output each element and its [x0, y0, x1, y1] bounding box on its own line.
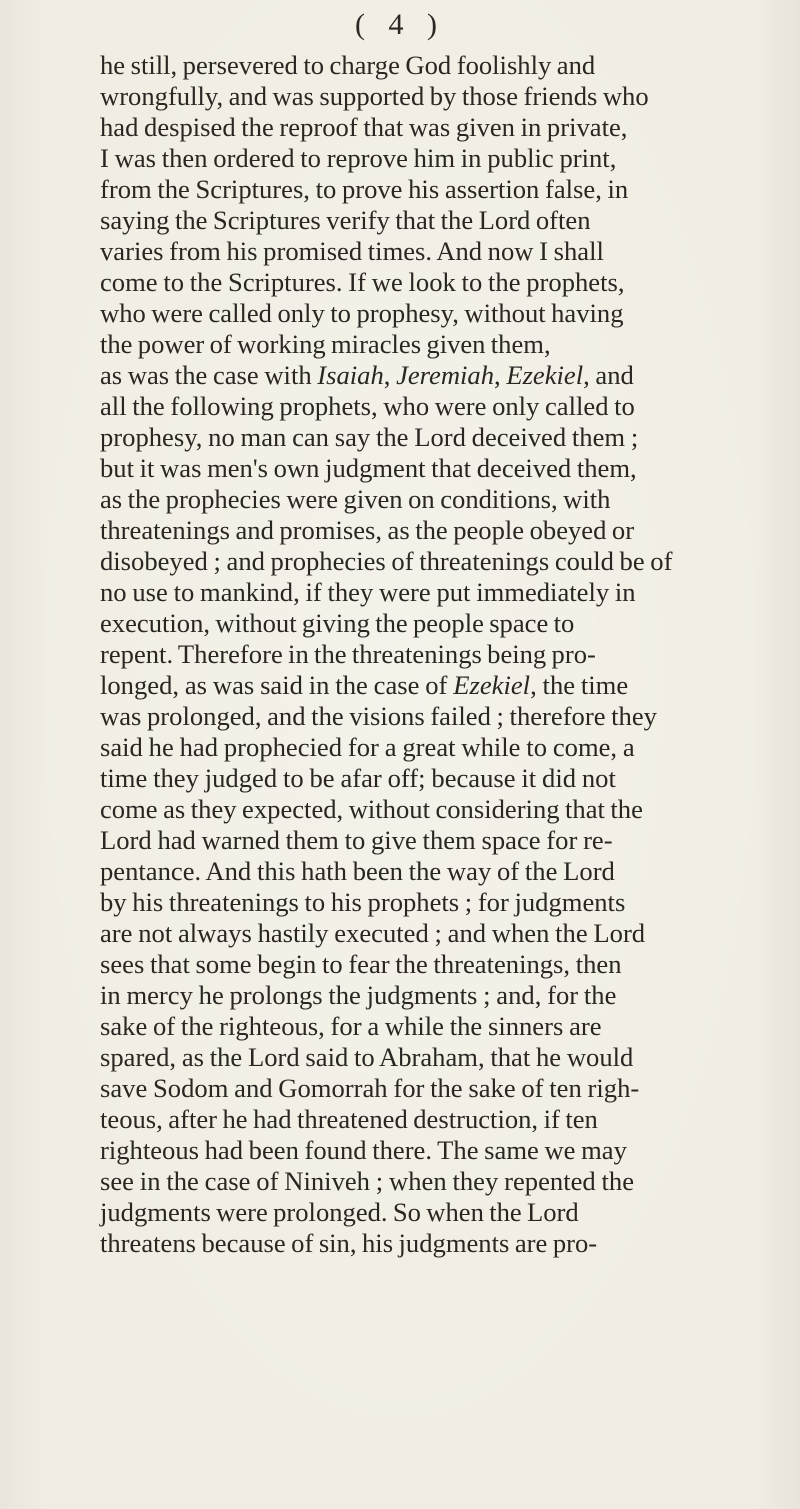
text-run: sees that some begin to fear the threatenings, then: [100, 949, 622, 979]
text-run: judgments were prolonged. So when the Lord: [100, 1197, 579, 1227]
italic-name: Ezekiel: [506, 360, 584, 390]
text-line: [100, 639, 798, 670]
text-run: varies from his promised times. And now I shall: [100, 236, 604, 266]
text-line: [100, 546, 798, 577]
text-run: see in the case of Niniveh ; when they repented the: [100, 1166, 635, 1196]
text-run: who were called only to prophesy, without having: [100, 298, 624, 328]
text-line: [100, 918, 798, 949]
text-run: righteous had been found there. The same we may: [100, 1135, 627, 1165]
text-run: as the prophecies were given on conditions, with: [100, 484, 611, 514]
text-line: [100, 1166, 798, 1197]
text-run: saying the Scriptures verify that the Lord often: [100, 205, 591, 235]
text-run: said he had prophecied for a great while to come, a: [100, 732, 635, 762]
text-run: no use to mankind, if they were put immediately in: [100, 577, 636, 607]
text-run: ,: [494, 360, 507, 390]
text-run: the power of working miracles given them,: [100, 329, 551, 359]
italic-name: Isaiah: [317, 360, 384, 390]
text-line: [100, 112, 798, 143]
text-line: [100, 856, 798, 887]
text-line: [100, 422, 798, 453]
text-run: repent. Therefore in the threatenings being pro-: [100, 639, 596, 669]
text-run: prophesy, no man can say the Lord deceived them ;: [100, 422, 639, 452]
text-line: [100, 205, 798, 236]
text-line: [100, 174, 798, 205]
text-run: come as they expected, without considering that the: [100, 794, 643, 824]
text-run: teous, after he had threatened destruction, if ten: [100, 1104, 598, 1134]
text-line: [100, 267, 798, 298]
text-line: [100, 484, 798, 515]
text-line: [100, 360, 798, 391]
text-run: wrongfully, and was supported by those friends who: [100, 81, 649, 111]
text-line: [100, 236, 798, 267]
text-line: [100, 329, 798, 360]
text-run: threatens because of sin, his judgments are pro-: [100, 1228, 598, 1258]
text-run: longed, as was said in the case of: [100, 670, 454, 700]
text-run: I was then ordered to reprove him in public print,: [100, 143, 617, 173]
text-line: [100, 1073, 798, 1104]
text-run: all the following prophets, who were only called to: [100, 391, 635, 421]
text-line: [100, 980, 798, 1011]
text-run: but it was men's own judgment that deceived them,: [100, 453, 637, 483]
italic-name: Jeremiah: [396, 360, 495, 390]
text-line: [100, 81, 798, 112]
text-run: spared, as the Lord said to Abraham, that he would: [100, 1042, 634, 1072]
text-line: [100, 608, 798, 639]
text-line: [100, 391, 798, 422]
text-run: save Sodom and Gomorrah for the sake of ten righ-: [100, 1073, 640, 1103]
text-run: time they judged to be afar off; because it did not: [100, 763, 616, 793]
text-run: had despised the reproof that was given in private,: [100, 112, 628, 142]
text-run: threatenings and promises, as the people obeyed or: [100, 515, 635, 545]
text-run: disobeyed ; and prophecies of threatenings could be of: [100, 546, 673, 576]
text-run: execution, without giving the people space to: [100, 608, 575, 638]
text-run: , the time: [530, 670, 629, 700]
text-run: Lord had warned them to give them space for re-: [100, 825, 613, 855]
text-run: , and: [583, 360, 634, 390]
text-run: was prolonged, and the visions failed ; therefore they: [100, 701, 657, 731]
text-run: come to the Scriptures. If we look to the prophets,: [100, 267, 625, 297]
text-run: he still, persevered to charge God foolishly and: [100, 50, 596, 80]
text-run: as was the case with: [100, 360, 318, 390]
text-line: [100, 577, 798, 608]
text-run: by his threatenings to his prophets ; for judgments: [100, 887, 626, 917]
text-line: [100, 887, 798, 918]
text-line: [100, 949, 798, 980]
text-line: [100, 794, 798, 825]
text-line: [100, 1135, 798, 1166]
text-run: in mercy he prolongs the judgments ; and, for the: [100, 980, 617, 1010]
text-line: [100, 670, 798, 701]
text-run: pentance. And this hath been the way of the Lord: [100, 856, 615, 886]
text-line: [100, 701, 798, 732]
text-line: [100, 298, 798, 329]
body-text: [100, 50, 798, 1260]
text-run: are not always hastily executed ; and when the Lord: [100, 918, 646, 948]
text-line: [100, 515, 798, 546]
text-line: [100, 50, 798, 81]
page-number: ( 4 ): [355, 8, 445, 41]
text-line: [100, 1011, 798, 1042]
text-line: [100, 1042, 798, 1073]
text-line: [100, 763, 798, 794]
text-run: sake of the righteous, for a while the sinners are: [100, 1011, 602, 1041]
text-line: [100, 143, 798, 174]
text-line: [100, 1104, 798, 1135]
text-line: [100, 453, 798, 484]
text-run: from the Scriptures, to prove his assertion false, in: [100, 174, 629, 204]
text-run: ,: [383, 360, 397, 390]
text-line: [100, 825, 798, 856]
text-line: [100, 1228, 798, 1260]
text-line: [100, 1197, 798, 1228]
italic-name: Ezekiel: [453, 670, 531, 700]
text-line: [100, 732, 798, 763]
